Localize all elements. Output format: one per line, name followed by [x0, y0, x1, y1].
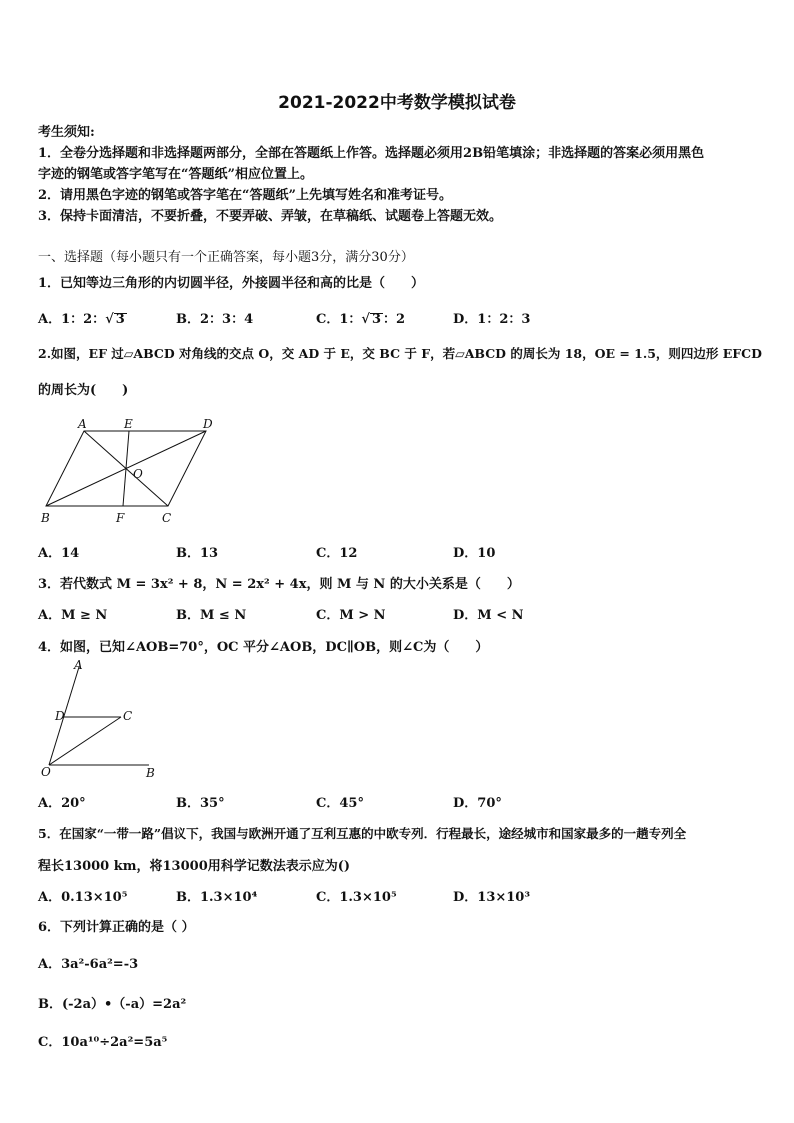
label-D: D [203, 417, 213, 431]
label-E: E [124, 417, 133, 431]
q3-option-b[interactable]: B．M ≤ N [176, 608, 247, 623]
q2-option-d[interactable]: D．10 [453, 546, 496, 561]
segment-oc [49, 717, 121, 765]
label-O: O [41, 765, 51, 779]
label-C: C [162, 511, 172, 525]
q4-option-d[interactable]: D．70° [453, 796, 502, 811]
q6-option-b[interactable]: B．(-2a）•（-a）=2a² [38, 997, 187, 1012]
notice-line-2: 字迹的钢笔或答字笔写在“答题纸”相应位置上。 [38, 167, 313, 182]
q2-parallelogram-diagram [36, 414, 226, 530]
q1-option-a[interactable] [38, 308, 127, 327]
label-A: A [78, 417, 87, 431]
q2-stem-line-2: 的周长为( ) [38, 383, 129, 398]
q4-angle-diagram [36, 656, 166, 782]
q6-option-c[interactable]: C．10a¹⁰÷2a²=5a⁵ [38, 1035, 168, 1050]
q3-option-d[interactable]: D．M < N [453, 608, 524, 623]
label-D: D [55, 709, 65, 723]
q1-option-c-radicand: 3 [371, 312, 381, 327]
q3-option-c[interactable]: C．M > N [316, 608, 386, 623]
notice-line-3: 2．请用黑色字迹的钢笔或答字笔在“答题纸”上先填写姓名和准考证号。 [38, 188, 453, 203]
sqrt-icon: √ [105, 312, 114, 327]
q5-stem-line-1: 5．在国家“一带一路”倡议下，我国与欧洲开通了互利互惠的中欧专列．行程最长，途经城市和国家最多的一趟专列全 [38, 826, 687, 841]
label-B: B [41, 511, 50, 525]
q2-option-b[interactable]: B．13 [176, 546, 219, 561]
q2-stem-line-1: 2.如图，EF 过▱ABCD 对角线的交点 O，交 AD 于 E，交 BC 于 F，若▱ABCD 的周长为 18，OE = 1.5，则四边形 EFCD [38, 346, 762, 361]
q5-option-a[interactable]: A．0.13×10⁵ [38, 890, 128, 905]
q2-option-a[interactable]: A．14 [38, 546, 80, 561]
q4-option-c[interactable]: C．45° [316, 796, 364, 811]
q4-option-a[interactable]: A．20° [38, 796, 86, 811]
q5-option-c[interactable]: C．1.3×10⁵ [316, 890, 397, 905]
q2-option-c[interactable]: C．12 [316, 546, 358, 561]
q5-option-d[interactable]: D．13×10³ [453, 890, 531, 905]
segment-ef [123, 431, 129, 506]
label-C: C [123, 709, 133, 723]
label-O: O [133, 467, 143, 481]
q1-option-a-radicand: 3 [115, 312, 125, 327]
label-A: A [74, 658, 83, 672]
label-F: F [116, 511, 125, 525]
notice-heading: 考生须知: [38, 125, 95, 140]
page-title: 2021-2022中考数学模拟试卷 [278, 93, 516, 113]
q1-option-b[interactable]: B．2：3：4 [176, 312, 254, 327]
q1-option-c-label: C．1： [316, 312, 362, 327]
q5-option-b[interactable]: B．1.3×10⁴ [176, 890, 258, 905]
q3-option-a[interactable]: A．M ≥ N [38, 608, 108, 623]
section-heading: 一、选择题（每小题只有一个正确答案，每小题3分，满分30分） [38, 250, 414, 265]
q1-option-d[interactable]: D．1：2：3 [453, 312, 531, 327]
q1-option-c-tail: ：2 [383, 312, 406, 327]
q1-option-a-label: A．1：2： [38, 312, 106, 327]
notice-line-1: 1．全卷分选择题和非选择题两部分，全部在答题纸上作答。选择题必须用2B铅笔填涂；非选择题的答案必须用黑色 [38, 146, 705, 161]
q4-option-b[interactable]: B．35° [176, 796, 225, 811]
q3-stem: 3．若代数式 M = 3x² + 8，N = 2x² + 4x，则 M 与 N 的大小关系是（ ） [38, 577, 520, 592]
sqrt-icon: √ [361, 312, 370, 327]
notice-line-4: 3．保持卡面清洁，不要折叠，不要弄破、弄皱，在草稿纸、试题卷上答题无效。 [38, 209, 503, 224]
q1-option-c[interactable] [316, 308, 405, 327]
q6-option-a[interactable]: A．3a²-6a²=-3 [38, 957, 139, 972]
q5-stem-line-2: 程长13000 km，将13000用科学记数法表示应为() [38, 859, 351, 874]
label-B: B [146, 766, 155, 780]
q6-stem: 6．下列计算正确的是（ ） [38, 920, 195, 935]
q4-stem: 4．如图，已知∠AOB=70°，OC 平分∠AOB，DC∥OB，则∠C为（ ） [38, 640, 489, 655]
q1-stem: 1．已知等边三角形的内切圆半径，外接圆半径和高的比是（ ） [38, 276, 425, 291]
